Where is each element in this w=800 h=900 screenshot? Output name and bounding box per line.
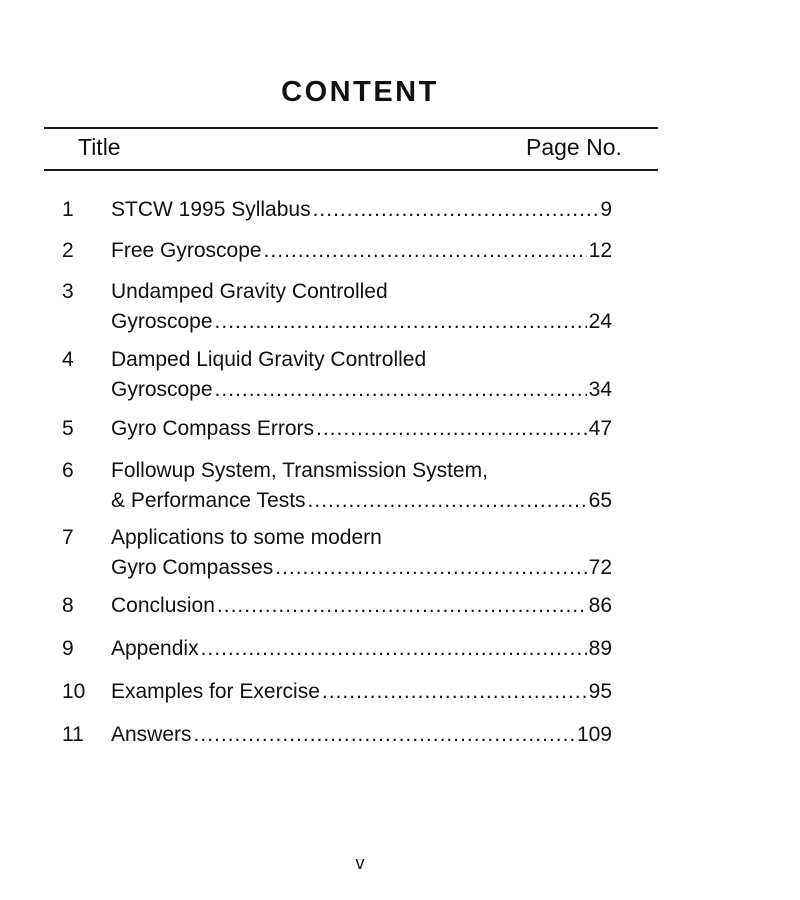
toc-leader	[215, 307, 587, 337]
toc-entry-title: Damped Liquid Gravity Controlled	[111, 348, 427, 371]
toc-entry-title-cont: & Performance Tests	[111, 489, 306, 512]
toc-number: 1	[62, 198, 74, 221]
toc-page-number: 89	[588, 637, 612, 660]
toc-leader	[215, 375, 587, 405]
toc-page-number: 9	[600, 198, 612, 221]
toc-leader	[322, 677, 587, 707]
toc-page-number: 86	[588, 594, 612, 617]
toc-number: 6	[62, 459, 74, 482]
toc-entry-title: Gyro Compass Errors	[111, 417, 315, 440]
toc-number: 4	[62, 348, 74, 371]
toc-leader	[201, 634, 587, 664]
toc-entry-title: Followup System, Transmission System,	[111, 459, 488, 482]
toc-page-number: 109	[576, 723, 612, 746]
toc-page-number: 12	[588, 239, 612, 262]
footer-page-number: v	[355, 853, 365, 873]
toc-page-number: 24	[588, 310, 612, 333]
toc-entry-title: Free Gyroscope	[111, 239, 262, 262]
toc-number: 3	[62, 280, 74, 303]
toc-entry-title-cont: Gyroscope	[111, 310, 213, 333]
header-rule-top	[44, 127, 658, 129]
toc-page-number: 72	[588, 556, 612, 579]
toc-leader	[275, 553, 586, 583]
toc-entry-title: STCW 1995 Syllabus	[111, 198, 311, 221]
column-header-title: Title	[78, 134, 121, 160]
toc-entry-title: Appendix	[111, 637, 199, 660]
toc-page-number: 34	[588, 378, 612, 401]
toc-entry-title: Undamped Gravity Controlled	[111, 280, 388, 303]
header-rule-bottom	[44, 169, 658, 171]
toc-number: 9	[62, 637, 74, 660]
toc-page-number: 95	[588, 680, 612, 703]
toc-number: 11	[62, 723, 84, 746]
toc-entry-title-cont: Gyroscope	[111, 378, 213, 401]
column-header-page-no: Page No.	[526, 134, 622, 160]
toc-page-number: 65	[588, 489, 612, 512]
page-title: CONTENT	[281, 76, 439, 108]
toc-leader	[313, 195, 599, 225]
toc-entry-title-cont: Gyro Compasses	[111, 556, 274, 579]
toc-entry-title: Answers	[111, 723, 192, 746]
toc-entry-title: Conclusion	[111, 594, 215, 617]
toc-page-number: 47	[588, 417, 612, 440]
toc-number: 8	[62, 594, 74, 617]
toc-number: 7	[62, 526, 74, 549]
toc-number: 5	[62, 417, 74, 440]
toc-number: 10	[62, 680, 86, 703]
toc-leader	[316, 414, 587, 444]
toc-leader	[308, 486, 587, 516]
toc-entry-title: Applications to some modern	[111, 526, 382, 549]
toc-leader	[264, 236, 587, 266]
toc-leader	[217, 591, 587, 621]
toc-number: 2	[62, 239, 74, 262]
toc-leader	[194, 720, 575, 750]
toc-entry-title: Examples for Exercise	[111, 680, 320, 703]
